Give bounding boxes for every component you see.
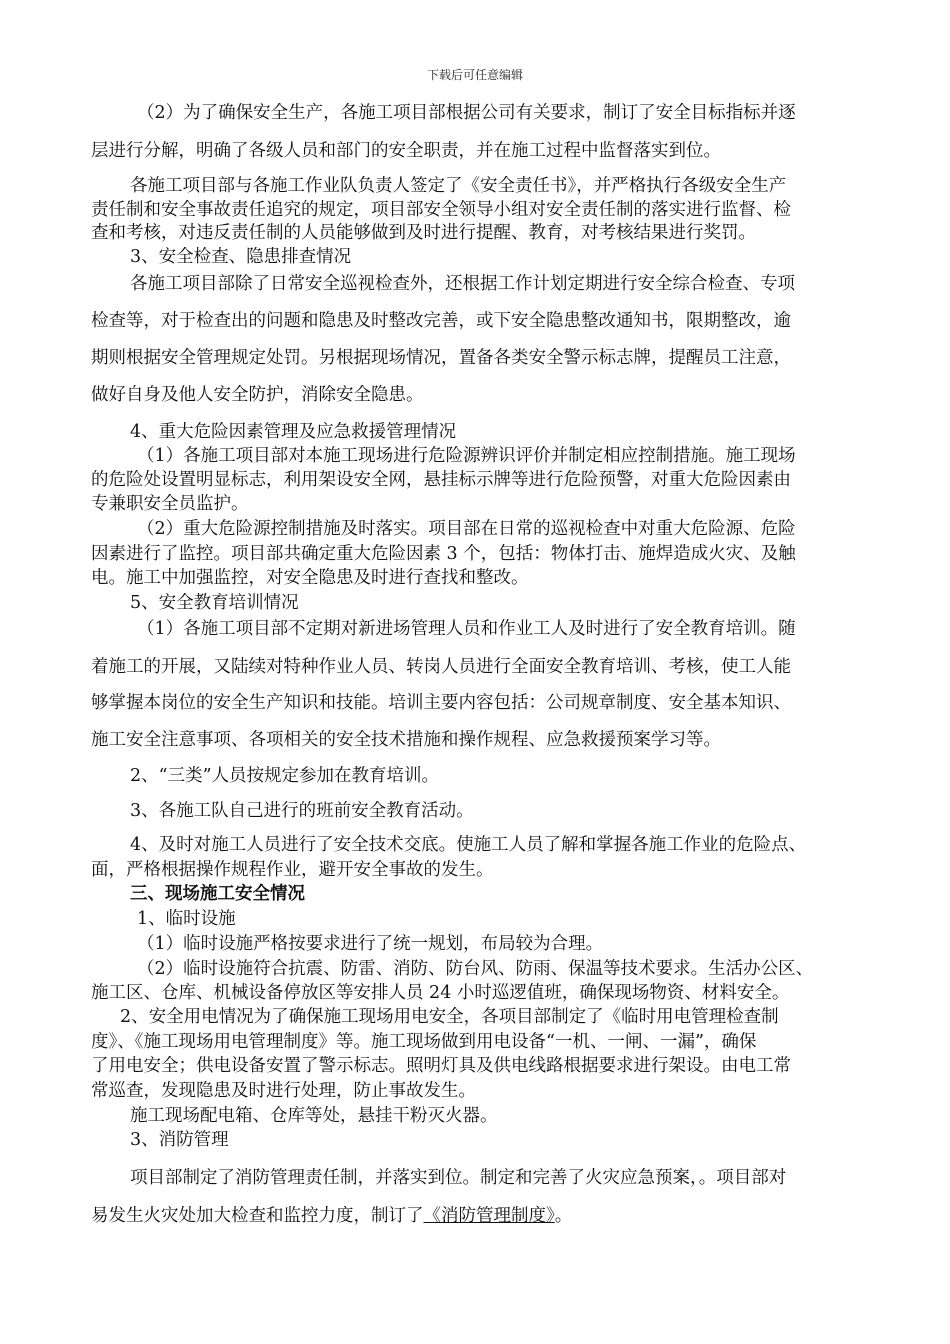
paragraph-line: 电。施工中加强监控，对安全隐患及时进行查找和整改。 xyxy=(91,568,529,588)
page-header: 下载后可任意编辑 xyxy=(426,68,523,82)
paragraph-line: 期则根据安全管理规定处罚。另根据现场情况，置备各类安全警示标志牌，提醒员工注意， xyxy=(91,348,791,368)
paragraph-line: 4、及时对施工人员进行了安全技术交底。使施工人员了解和掌握各施工作业的危险点、 xyxy=(130,835,807,855)
paragraph-line: 各施工项目部与各施工作业队负责人签定了《安全责任书》，并严格执行各级安全生产 xyxy=(130,176,787,196)
paragraph-line: 了用电安全；供电设备安置了警示标志。照明灯具及供电线路根据要求进行架设。由电工常 xyxy=(91,1056,791,1076)
paragraph-line: 责任制和安全事故责任追究的规定，项目部安全领导小组对安全责任制的落实进行监督、检 xyxy=(91,200,791,220)
section-heading: 4、重大危险因素管理及应急救援管理情况 xyxy=(130,422,457,442)
paragraph-line: 项目部制定了消防管理责任制，并落实到位。制定和完善了火灾应急预案，。项目部对 xyxy=(130,1168,787,1188)
paragraph-line: （2）重大危险源控制措施及时落实。项目部在日常的巡视检查中对重大危险源、危险 xyxy=(137,519,796,539)
paragraph-line: 常巡查，发现隐患及时进行处理，防止事故发生。 xyxy=(91,1081,476,1101)
regulation-link[interactable]: 《消防管理制度》 xyxy=(423,1206,555,1226)
paragraph-line: （1）各施工项目部不定期对新进场管理人员和作业工人及时进行了安全教育培训。随 xyxy=(137,619,796,639)
paragraph-line xyxy=(91,1205,572,1227)
paragraph-line: 着施工的开展，又陆续对特种作业人员、转岗人员进行全面安全教育培训、考核，使工人能 xyxy=(91,657,791,677)
paragraph-line: 施工区、仓库、机械设备停放区等安排人员 24 小时巡逻值班，确保现场物资、材料安全。 xyxy=(91,983,790,1003)
line-text: 。 xyxy=(554,1206,573,1226)
paragraph-line: 层进行分解，明确了各级人员和部门的安全职责，并在施工过程中监督落实到位。 xyxy=(91,141,721,161)
paragraph-line: 的危险处设置明显标志，利用架设安全网，悬挂标示牌等进行危险预警，对重大危险因素由 xyxy=(91,470,791,490)
section-heading: 1、临时设施 xyxy=(137,909,236,929)
paragraph-line: 施工安全注意事项、各项相关的安全技术措施和操作规程、应急救援预案学习等。 xyxy=(91,730,721,750)
section-title: 三、现场施工安全情况 xyxy=(130,884,305,904)
paragraph-line: 专兼职安全员监护。 xyxy=(91,494,249,514)
paragraph-line: 度》、《施工现场用电管理制度》等。施工现场做到用电设备“一机、一闸、一漏”，确保 xyxy=(91,1032,757,1052)
paragraph-line: （1）临时设施严格按要求进行了统一规划，布局较为合理。 xyxy=(137,934,604,954)
paragraph-line: 3、各施工队自己进行的班前安全教育活动。 xyxy=(130,801,474,821)
paragraph-line: 做好自身及他人安全防护，消除安全隐患。 xyxy=(91,385,424,405)
paragraph-line: 检查等，对于检查出的问题和隐患及时整改完善，或下安全隐患整改通知书，限期整改，逾 xyxy=(91,311,791,331)
paragraph-line: （2）为了确保安全生产，各施工项目部根据公司有关要求，制订了安全目标指标并逐 xyxy=(137,103,796,123)
paragraph-line: 够掌握本岗位的安全生产知识和技能。培训主要内容包括：公司规章制度、安全基本知识、 xyxy=(91,693,791,713)
section-heading: 5、安全教育培训情况 xyxy=(130,593,299,613)
section-heading: 3、安全检查、隐患排查情况 xyxy=(130,247,352,267)
paragraph-line: （1）各施工项目部对本施工现场进行危险源辨识评价并制定相应控制措施。施工现场 xyxy=(137,446,796,466)
paragraph-line: （2）临时设施符合抗震、防雷、消防、防台风、防雨、保温等技术要求。生活办公区、 xyxy=(137,959,814,979)
paragraph-line: 因素进行了监控。项目部共确定重大危险因素 3 个，包括：物体打击、施焊造成火灾、及触 xyxy=(91,544,796,564)
paragraph-line: 面，严格根据操作规程作业，避开安全事故的发生。 xyxy=(91,860,494,880)
section-heading: 3、消防管理 xyxy=(130,1130,229,1150)
paragraph-line: 施工现场配电箱、仓库等处，悬挂干粉灭火器。 xyxy=(130,1106,498,1126)
line-text: 易发生火灾处加大检查和监控力度，制订了 xyxy=(91,1206,424,1226)
paragraph-line: 查和考核，对违反责任制的人员能够做到及时进行提醒、教育，对考核结果进行奖罚。 xyxy=(91,223,756,243)
paragraph-line: 各施工项目部除了日常安全巡视检查外，还根据工作计划定期进行安全综合检查、专项 xyxy=(130,274,795,294)
paragraph-line: 2、“三类”人员按规定参加在教育培训。 xyxy=(130,766,440,786)
paragraph-line: 2、安全用电情况为了确保施工现场用电安全，各项目部制定了《临时用电管理检查制 xyxy=(120,1007,779,1027)
